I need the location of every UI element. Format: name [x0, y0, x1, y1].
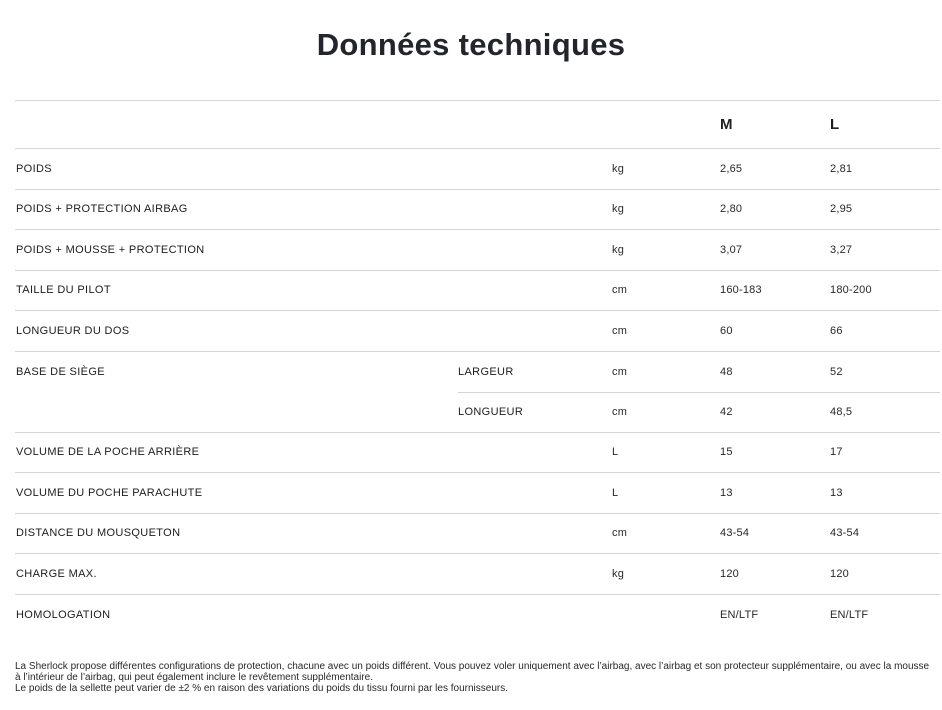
row-unit: L: [612, 486, 619, 499]
row-value-m: EN/LTF: [720, 608, 759, 621]
size-column-header-l: L: [830, 116, 840, 133]
footnote-weight-variation: Le poids de la sellette peut varier de ±2 % en raison des variations du poids du tissu fourni par les fournisseurs.: [15, 682, 508, 694]
row-label: VOLUME DU POCHE PARACHUTE: [16, 486, 203, 499]
row-value-m: 15: [720, 446, 733, 459]
row-value-l: 2,95: [830, 203, 853, 216]
row-value-m: 42: [720, 405, 733, 418]
row-label: TAILLE DU PILOT: [16, 284, 111, 297]
row-label: DISTANCE DU MOUSQUETON: [16, 527, 181, 540]
row-unit: kg: [612, 243, 625, 256]
size-column-header-m: M: [720, 116, 733, 133]
table-row-base-de-siege-largeur: [15, 352, 940, 393]
row-unit: kg: [612, 203, 625, 216]
row-label: POIDS: [16, 162, 52, 175]
row-value-l: 180-200: [830, 284, 872, 297]
table-row-taille-du-pilot: [15, 271, 940, 312]
technical-data-table: [15, 100, 940, 635]
row-value-m: 3,07: [720, 243, 743, 256]
table-header: [15, 101, 940, 149]
row-label: VOLUME DE LA POCHE ARRIÈRE: [16, 446, 200, 459]
row-sublabel: LONGUEUR: [458, 405, 524, 418]
row-label: POIDS + PROTECTION AIRBAG: [16, 203, 188, 216]
row-value-m: 160-183: [720, 284, 762, 297]
page-title: Données techniques: [316, 26, 626, 62]
table-row-charge-max: [15, 554, 940, 595]
row-value-m: 2,65: [720, 162, 743, 175]
row-value-m: 43-54: [720, 527, 750, 540]
row-value-l: 13: [830, 486, 843, 499]
table-row-poids-protection-airbag: [15, 190, 940, 231]
row-label: HOMOLOGATION: [16, 608, 111, 621]
row-value-l: 120: [830, 567, 849, 580]
row-label: LONGUEUR DU DOS: [16, 324, 130, 337]
footnote: [15, 662, 937, 694]
row-value-m: 48: [720, 365, 733, 378]
row-unit: L: [612, 446, 619, 459]
row-value-l: 2,81: [830, 162, 853, 175]
row-value-l: 43-54: [830, 527, 860, 540]
row-value-m: 2,80: [720, 203, 743, 216]
row-value-l: 17: [830, 446, 843, 459]
row-unit: kg: [612, 162, 625, 175]
table-row-distance-mousqueton: [15, 514, 940, 555]
row-label: BASE DE SIÈGE: [16, 365, 105, 378]
row-value-l: 48,5: [830, 405, 853, 418]
row-unit: kg: [612, 567, 625, 580]
table-row-poids: [15, 149, 940, 190]
row-value-m: 13: [720, 486, 733, 499]
row-unit: cm: [612, 527, 628, 540]
row-value-l: EN/LTF: [830, 608, 869, 621]
row-unit: cm: [612, 284, 628, 297]
row-value-m: 120: [720, 567, 739, 580]
table-row-poids-mousse-protection: [15, 230, 940, 271]
sub-row-divider: [458, 392, 940, 393]
table-row-longueur-du-dos: [15, 311, 940, 352]
row-value-l: 52: [830, 365, 843, 378]
table-row-volume-poche-arriere: [15, 433, 940, 474]
table-row-base-de-siege-longueur: [15, 392, 940, 433]
row-value-m: 60: [720, 324, 733, 337]
row-unit: cm: [612, 324, 628, 337]
row-value-l: 3,27: [830, 243, 853, 256]
row-value-l: 66: [830, 324, 843, 337]
table-row-volume-poche-parachute: [15, 473, 940, 514]
row-label: POIDS + MOUSSE + PROTECTION: [16, 243, 205, 256]
footnote-configurations: La Sherlock propose différentes configurations de protection, chacune avec un poids différent. Vous pouvez voler uniquement avec l’airbag, avec l’airbag et son protecteur supplémentaire, ou avec la mousse à l’intérieur de l’airbag, qui peut également inclure le revêtement supplémentaire.: [15, 661, 930, 683]
table-row-homologation: [15, 595, 940, 636]
row-unit: cm: [612, 405, 628, 418]
row-label: CHARGE MAX.: [16, 567, 97, 580]
row-sublabel: LARGEUR: [458, 365, 514, 378]
row-unit: cm: [612, 365, 628, 378]
